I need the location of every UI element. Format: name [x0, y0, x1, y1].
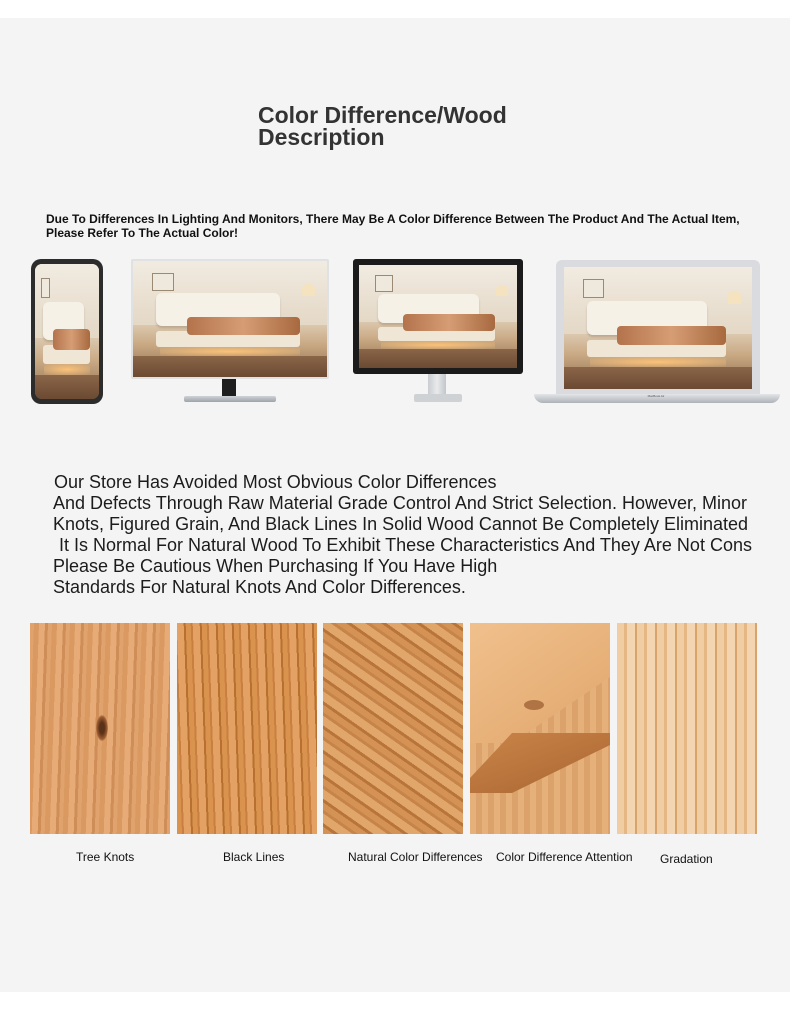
wood-label: Color Difference Attention	[496, 850, 633, 864]
monitor-stand	[222, 379, 236, 396]
laptop-device	[556, 260, 760, 394]
disclaimer-line: Standards For Natural Knots And Color Differences.	[53, 577, 466, 597]
device-comparison	[0, 255, 790, 415]
wood-label: Gradation	[660, 852, 713, 866]
bed-scene-image	[35, 264, 99, 399]
wood-label: Tree Knots	[76, 850, 135, 864]
wood-label: Natural Color Differences	[348, 850, 483, 864]
bed-scene-image	[564, 267, 752, 389]
imac-stand	[428, 374, 446, 394]
monitor-device	[131, 259, 329, 379]
color-notice: Due To Differences In Lighting And Monitors, There May Be A Color Difference Between The Product And The Actual Item, Please Refer To The Actual Color!	[46, 212, 740, 240]
imac-base	[414, 394, 462, 402]
disclaimer-line: Our Store Has Avoided Most Obvious Color Differences	[54, 472, 497, 492]
wood-sample-black-lines	[177, 623, 317, 834]
disclaimer-line: Please Be Cautious When Purchasing If You Have High	[53, 556, 498, 576]
knot-mark	[96, 715, 108, 741]
wood-label: Black Lines	[223, 850, 285, 864]
wood-sample-natural-color	[323, 623, 463, 834]
wood-sample-gradation	[617, 623, 757, 834]
phone-device	[31, 259, 103, 404]
wood-sample-color-attention	[470, 623, 610, 834]
disclaimer-line: And Defects Through Raw Material Grade Control And Strict Selection. However, Minor	[53, 493, 747, 513]
monitor-base	[184, 396, 276, 402]
bed-scene-image	[359, 265, 517, 368]
wood-samples	[30, 623, 757, 835]
wood-sample-tree-knots	[30, 623, 170, 834]
disclaimer-paragraph	[53, 472, 790, 598]
bed-scene-image	[133, 261, 327, 377]
page-title: Color Difference/Wood Description	[258, 102, 507, 150]
imac-device	[353, 259, 523, 374]
laptop-brand-label: MacBook Air	[647, 394, 665, 398]
disclaimer-line: It Is Normal For Natural Wood To Exhibit These Characteristics And They Are Not Cons	[59, 535, 752, 555]
disclaimer-line: Knots, Figured Grain, And Black Lines In Solid Wood Cannot Be Completely Eliminated	[53, 514, 749, 534]
